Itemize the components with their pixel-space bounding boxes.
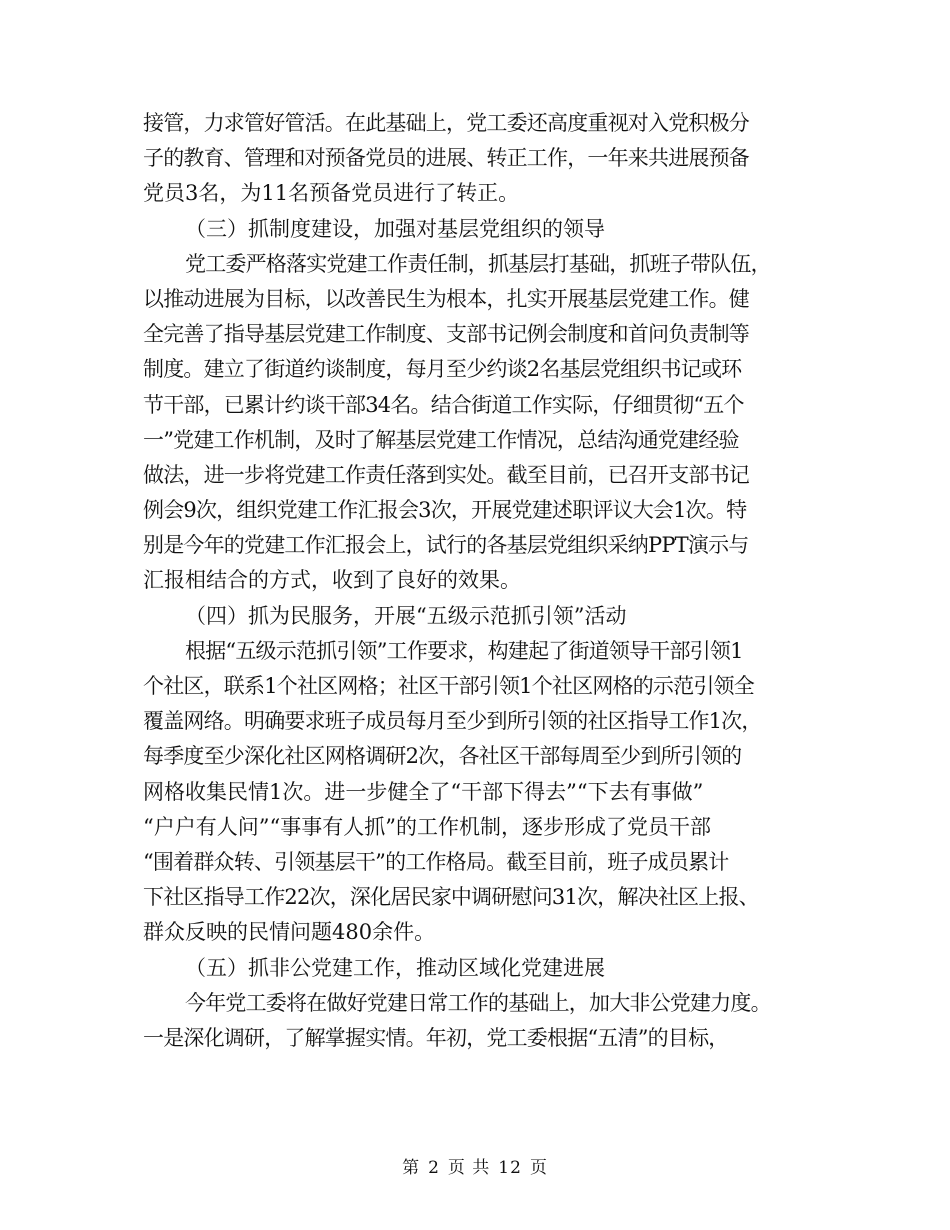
paragraph-line: 党工委严格落实党建工作责任制，抓基层打基础，抓班子带队伍， [185,251,771,276]
paragraph-line: 做法，进一步将党建工作责任落到实处。截至目前，已召开支部书记 [143,462,749,487]
paragraph-line: 今年党工委将在做好党建日常工作的基础上，加大非公党建力度。 [185,990,771,1015]
paragraph-line: 根据“五级示范抓引领”工作要求，构建起了街道领导干部引领1 [185,638,743,663]
paragraph-line: 以推动进展为目标，以改善民生为根本，扎实开展基层党建工作。健 [143,286,749,311]
paragraph-line: 节干部，已累计约谈干部34名。结合街道工作实际，仔细贯彻“五个 [143,392,744,417]
total-page-count: 12 [498,1158,522,1178]
paragraph-line: “户户有人问”“事事有人抓”的工作机制，逐步形成了党员干部 [143,814,711,839]
paragraph-line: 一”党建工作机制，及时了解基层党建工作情况，总结沟通党建经验 [143,427,739,452]
paragraph-line: 制度。建立了街道约谈制度，每月至少约谈2名基层党组织书记或环 [143,357,742,382]
footer-suffix: 页 [529,1158,548,1178]
footer-prefix: 第 [402,1158,421,1178]
page-footer [0,1153,950,1178]
section-heading: （五）抓非公党建工作，推动区域化党建进展 [185,955,605,980]
paragraph-line: 覆盖网络。明确要求班子成员每月至少到所引领的社区指导工作1次， [143,709,762,734]
footer-middle: 页 共 [447,1158,491,1178]
paragraph-line: 每季度至少深化社区网格调研2次，各社区干部每周至少到所引领的 [143,744,742,769]
paragraph-line: 接管，力求管好管活。在此基础上，党工委还高度重视对入党积极分 [143,111,749,135]
paragraph-line: 个社区，联系1个社区网格；社区干部引领1个社区网格的示范引领全 [143,674,754,698]
paragraph-line: 汇报相结合的方式，收到了良好的效果。 [143,568,521,593]
paragraph-line: 子的教育、管理和对预备党员的进展、转正工作，一年来共进展预备 [143,146,749,171]
section-heading: （三）抓制度建设，加强对基层党组织的领导 [185,216,605,241]
paragraph-line: 下社区指导工作22次，深化居民家中调研慰问31次，解决社区上报、 [143,885,759,910]
paragraph-line: 全完善了指导基层党建工作制度、支部书记例会制度和首问负责制等 [143,322,749,347]
paragraph-line: 党员3名，为11名预备党员进行了转正。 [143,181,520,206]
section-heading: （四）抓为民服务，开展“五级示范抓引领”活动 [185,603,627,628]
paragraph-line: 网格收集民情1次。进一步健全了“干部下得去”“下去有事做” [143,779,704,804]
paragraph-line: 别是今年的党建工作汇报会上，试行的各基层党组织采纳PPT演示与 [143,533,749,558]
current-page-number: 2 [428,1158,440,1178]
paragraph-line: 一是深化调研，了解掌握实情。年初，党工委根据“五清”的目标， [143,1025,729,1050]
body-text [143,106,813,1056]
paragraph-line: “围着群众转、引领基层干”的工作格局。截至目前，班子成员累计 [143,849,729,874]
paragraph-line: 群众反映的民情问题480余件。 [143,920,436,945]
paragraph-line: 例会9次，组织党建工作汇报会3次，开展党建述职评议大会1次。特 [143,498,747,523]
